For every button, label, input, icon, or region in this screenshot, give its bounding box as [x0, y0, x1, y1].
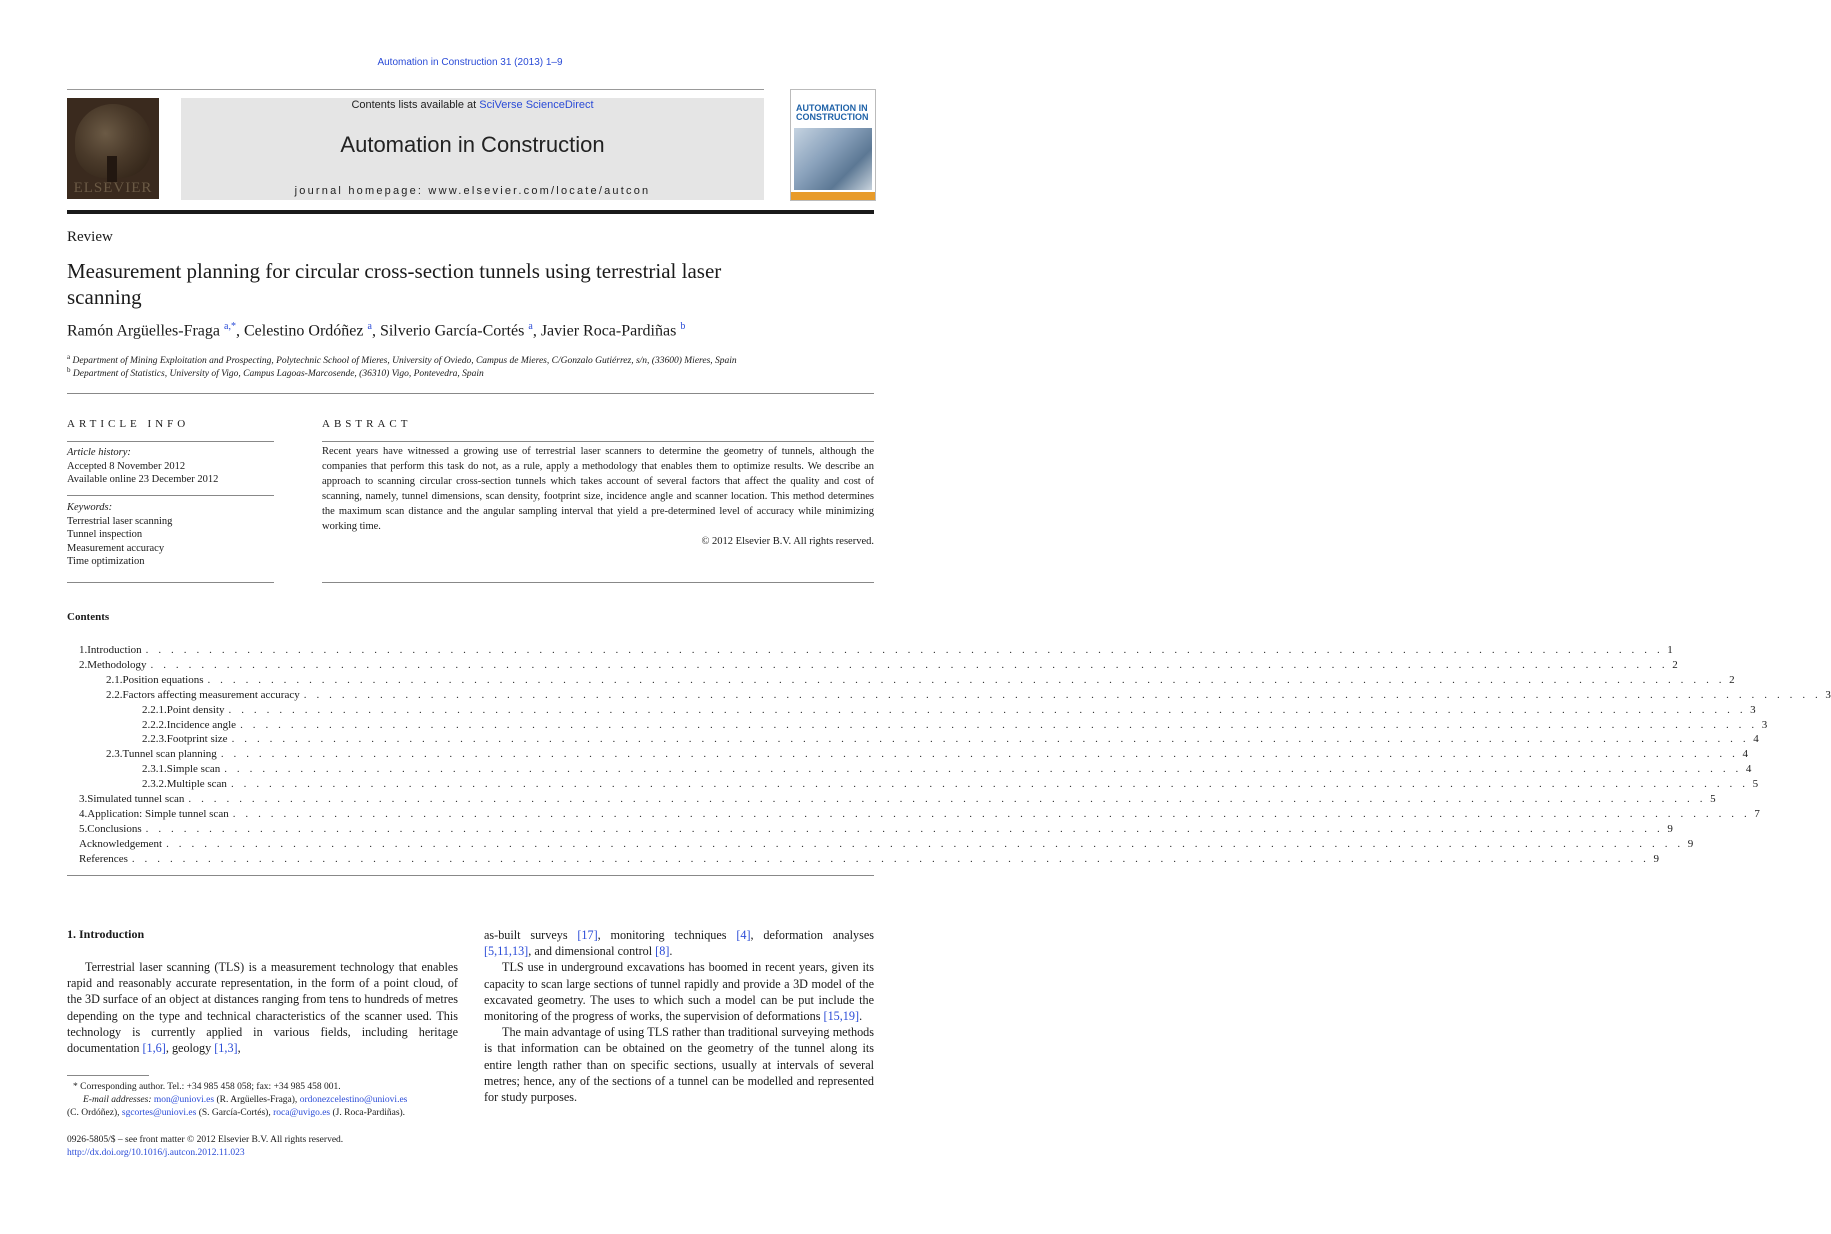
toc-entry-label: Point density — [167, 703, 229, 718]
contents-bottom-rule — [67, 875, 874, 876]
toc-entry-page: 9 — [1667, 822, 1673, 835]
footnote-rule — [67, 1075, 149, 1076]
intro-paragraph-1 — [67, 959, 458, 1056]
email-owner: (S. García-Cortés), — [196, 1108, 274, 1118]
toc-entry-page: 5 — [1710, 793, 1716, 805]
toc-leader-dots: . . . . . . . . . . . . . . . . . . . . . . . . . . . . . . . . . . . . . . . . . . . . . . . . . . . . . . . . . . . . . . . . . . . . . . . . . . . . . . . . . . . . . . . . . . . . . . . . . . . . . . . . . . . . . . . . . . . . . . . . — [207, 673, 1726, 686]
affiliation-b-text: Department of Statistics, University of Vigo, Campus Lagoas-Marcosende, (36310) Vigo, Pontevedra, Spain — [72, 369, 484, 380]
keyword: Tunnel inspection — [67, 529, 143, 540]
keyword: Measurement accuracy — [67, 542, 165, 554]
issn-line: 0926-5805/$ – see front matter © 2012 Elsevier B.V. All rights reserved. — [67, 1135, 344, 1145]
contents-available-prefix: Contents lists available at — [351, 99, 477, 111]
toc-entry-number: 4. — [79, 807, 88, 820]
author-separator: , — [235, 322, 244, 340]
article-history — [67, 446, 218, 487]
email-link[interactable]: mon@uniovi.es — [153, 1095, 215, 1105]
toc-leader-dots: . . . . . . . . . . . . . . . . . . . . . . . . . . . . . . . . . . . . . . . . . . . . . . . . . . . . . . . . . . . . . . . . . . . . . . . . . . . . . . . . . . . . . . . . . . . . . . . . . . . . . . . . . . . . . . . . . . . . . . . . — [240, 718, 1758, 731]
author-3-affiliation[interactable]: a — [528, 321, 533, 332]
toc-entry-number: 2.2. — [106, 688, 123, 701]
toc-entry-page: 2 — [1672, 658, 1678, 671]
cover-stripe — [791, 192, 875, 200]
elsevier-logo-text: ELSEVIER — [73, 180, 153, 196]
affiliation-a — [67, 353, 737, 366]
corresponding-author-footnote — [67, 1081, 458, 1120]
author-1-affiliation[interactable]: a,* — [224, 321, 236, 332]
toc-entry[interactable] — [106, 688, 1831, 703]
contents-available-line — [181, 99, 764, 111]
toc-entry-page: 2 — [1729, 673, 1735, 686]
citation-link[interactable]: [1,6] — [142, 1041, 166, 1056]
abstract-copyright: © 2012 Elsevier B.V. All rights reserved. — [701, 536, 874, 547]
toc-entry-page: 4 — [1745, 763, 1752, 776]
article-history-label: Article history: — [67, 447, 131, 458]
email-line — [67, 1094, 458, 1107]
toc-entry-page: 9 — [1687, 837, 1694, 850]
toc-entry-label: Application: Simple tunnel scan — [87, 807, 232, 822]
text-run: , — [237, 1041, 241, 1056]
cover-image — [794, 128, 872, 190]
author-4-affiliation[interactable]: b — [680, 321, 686, 332]
toc-entry-label: Footprint size — [167, 732, 232, 747]
toc-entry-page: 7 — [1754, 807, 1760, 820]
toc-entry[interactable] — [106, 673, 1735, 688]
intro-paragraph-2 — [484, 959, 874, 1024]
toc-leader-dots: . . . . . . . . . . . . . . . . . . . . . . . . . . . . . . . . . . . . . . . . . . . . . . . . . . . . . . . . . . . . . . . . . . . . . . . . . . . . . . . . . . . . . . . . . . . . . . . . . . . . . . . . . . . . . . . . . . . . . . . . — [145, 822, 1664, 835]
intro-paragraph-3: The main advantage of using TLS rather than traditional surveying methods is that information can be obtained on the geometry of the tunnel along its entire length rather than on specific sections, usually at intervals of several metres; hence, any of the sections of a tunnel can be modelled and represented for study purposes. — [484, 1025, 874, 1105]
toc-entry-label: Tunnel scan planning — [123, 747, 221, 762]
toc-entry-label: References — [79, 852, 132, 867]
toc-entry[interactable] — [142, 762, 1752, 777]
article-info-bottom-rule — [67, 582, 274, 583]
toc-entry-label: Conclusions — [87, 822, 145, 837]
toc-entry[interactable] — [79, 658, 1678, 673]
toc-entry-number: 2.2.2. — [142, 718, 167, 731]
toc-entry-number: 2.3.2. — [142, 778, 167, 791]
cover-title-line1: AUTOMATION IN — [796, 103, 868, 113]
text-run: , deformation analyses — [750, 928, 874, 942]
toc-leader-dots: . . . . . . . . . . . . . . . . . . . . . . . . . . . . . . . . . . . . . . . . . . . . . . . . . . . . . . . . . . . . . . . . . . . . . . . . . . . . . . . . . . . . . . . . . . . . . . . . . . . . . . . . . . . . . . . . . . . . . . . . — [131, 852, 1650, 865]
section-heading-introduction: 1. Introduction — [67, 927, 145, 941]
abstract-heading: ABSTRACT — [322, 418, 412, 430]
toc-entry-page: 5 — [1752, 778, 1759, 791]
citation-link[interactable]: [5,11,13] — [484, 944, 529, 959]
accepted-date: Accepted 8 November 2012 — [67, 460, 186, 472]
cover-title-line2: CONSTRUCTION — [796, 112, 869, 122]
toc-entry[interactable] — [142, 703, 1756, 718]
toc-leader-dots: . . . . . . . . . . . . . . . . . . . . . . . . . . . . . . . . . . . . . . . . . . . . . . . . . . . . . . . . . . . . . . . . . . . . . . . . . . . . . . . . . . . . . . . . . . . . . . . . . . . . . . . . . . . . . . . . . . . . . . . . — [231, 733, 1750, 746]
toc-entry[interactable] — [142, 732, 1759, 747]
article-type: Review — [67, 229, 113, 245]
toc-entry-number: 2.3.1. — [142, 763, 167, 776]
toc-leader-dots: . . . . . . . . . . . . . . . . . . . . . . . . . . . . . . . . . . . . . . . . . . . . . . . . . . . . . . . . . . . . . . . . . . . . . . . . . . . . . . . . . . . . . . . . . . . . . . . . . . . . . . . . . . . . . . . . . . . . . . . . — [150, 658, 1669, 671]
author-1: Ramón Argüelles-Fraga — [67, 322, 221, 340]
toc-entry-number: 2.3. — [106, 748, 123, 761]
toc-entry-label: Incidence angle — [167, 718, 240, 733]
keywords-block — [67, 501, 172, 569]
email-line-2 — [67, 1107, 458, 1120]
toc-entry-page: 3 — [1825, 688, 1831, 701]
available-online-date: Available online 23 December 2012 — [67, 474, 219, 485]
toc-entry-number: 5. — [79, 822, 88, 835]
toc-entry-page: 3 — [1750, 703, 1756, 716]
text-run: , and dimensional control — [528, 944, 656, 959]
contents-heading: Contents — [67, 611, 110, 623]
header-top-rule — [67, 89, 764, 90]
doi-link[interactable]: http://dx.doi.org/10.1016/j.autcon.2012.11.023 — [67, 1148, 245, 1158]
sciencedirect-link[interactable]: SciVerse ScienceDirect — [479, 99, 594, 111]
toc-entry-page: 3 — [1761, 718, 1768, 731]
author-4: Javier Roca-Pardiñas — [540, 322, 677, 340]
text-run: , geology — [165, 1041, 215, 1056]
author-2-affiliation[interactable]: a — [367, 321, 372, 332]
email-link[interactable]: roca@uvigo.es — [273, 1108, 331, 1118]
corresponding-author-line: * Corresponding author. Tel.: +34 985 458 058; fax: +34 985 458 001. — [73, 1082, 341, 1092]
toc-entry-number: 1. — [79, 644, 88, 656]
toc-entry-label: Position equations — [123, 673, 208, 688]
toc-leader-dots: . . . . . . . . . . . . . . . . . . . . . . . . . . . . . . . . . . . . . . . . . . . . . . . . . . . . . . . . . . . . . . . . . . . . . . . . . . . . . . . . . . . . . . . . . . . . . . . . . . . . . . . . . . . . . . . . . . . . . . . . — [224, 763, 1742, 776]
right-column-text — [484, 927, 874, 1105]
text-run: . — [669, 944, 673, 959]
citation-link[interactable]: [15,19] — [823, 1009, 860, 1024]
affiliation-a-text: Department of Mining Exploitation and Prospecting, Polytechnic School of Mieres, University of Oviedo, Campus de Mieres, C/Gonzalo Gutiérrez, s/n, (33600) Mieres, Spain — [72, 356, 737, 367]
toc-entry[interactable] — [79, 837, 1694, 852]
toc-entry[interactable] — [79, 807, 1760, 822]
paper-title: Measurement planning for circular cross-section tunnels using terrestrial laser scanning — [67, 259, 722, 309]
author-2: Celestino Ordóñez — [243, 322, 364, 340]
toc-entry-number: 2.2.1. — [142, 703, 167, 716]
journal-title: Automation in Construction — [340, 132, 605, 157]
toc-leader-dots: . . . . . . . . . . . . . . . . . . . . . . . . . . . . . . . . . . . . . . . . . . . . . . . . . . . . . . . . . . . . . . . . . . . . . . . . . . . . . . . . . . . . . . . . . . . . . . . . . . . . . . . . . . . . . . . . . . . . . . . . — [220, 748, 1739, 761]
toc-leader-dots: . . . . . . . . . . . . . . . . . . . . . . . . . . . . . . . . . . . . . . . . . . . . . . . . . . . . . . . . . . . . . . . . . . . . . . . . . . . . . . . . . . . . . . . . . . . . . . . . . . . . . . . . . . . . . . . . . . . . . . . . — [232, 807, 1751, 820]
tree-trunk-graphic — [107, 156, 117, 182]
affiliation-b — [67, 366, 484, 379]
text-run: as-built surveys — [484, 928, 578, 942]
toc-entry-page: 1 — [1667, 644, 1673, 656]
toc-entry[interactable] — [79, 852, 1660, 867]
toc-entry-label: Multiple scan — [167, 777, 231, 792]
author-3: Silverio García-Cortés — [379, 322, 525, 340]
toc-leader-dots: . . . . . . . . . . . . . . . . . . . . . . . . . . . . . . . . . . . . . . . . . . . . . . . . . . . . . . . . . . . . . . . . . . . . . . . . . . . . . . . . . . . . . . . . . . . . . . . . . . . . . . . . . . . . . . . . . . . . . . . . — [303, 688, 1822, 701]
toc-entry-label: Introduction — [87, 643, 145, 658]
title-block-rule — [67, 393, 874, 394]
toc-leader-dots: . . . . . . . . . . . . . . . . . . . . . . . . . . . . . . . . . . . . . . . . . . . . . . . . . . . . . . . . . . . . . . . . . . . . . . . . . . . . . . . . . . . . . . . . . . . . . . . . . . . . . . . . . . . . . . . . . . . . . . . . — [188, 793, 1707, 805]
abstract-text: Recent years have witnessed a growing use of terrestrial laser scanners to determine the geometry of tunnels, although the companies that perform this task do not, as a rule, apply a methodology that enables them to optimize results. We describe an approach to scanning circular cross-section tunnels which takes account of several factors that affect the quality and cost of scanning, namely, tunnel dimensions, scan density, footprint size, incidence angle and scanner location. This method determines the maximum scan distance and the angular sampling interval that yield a pre-determined level of accuracy while minimizing working time. — [322, 446, 874, 532]
email-owner: (C. Ordóñez), — [67, 1108, 122, 1118]
intro-paragraph-1-continued — [484, 927, 874, 959]
toc-entry-label: Acknowledgement — [79, 837, 166, 852]
citation-link[interactable]: [17] — [577, 928, 598, 942]
toc-entry[interactable] — [106, 747, 1748, 762]
author-separator: , — [532, 322, 541, 340]
toc-leader-dots: . . . . . . . . . . . . . . . . . . . . . . . . . . . . . . . . . . . . . . . . . . . . . . . . . . . . . . . . . . . . . . . . . . . . . . . . . . . . . . . . . . . . . . . . . . . . . . . . . . . . . . . . . . . . . . . . . . . . . . . . — [230, 778, 1749, 791]
toc-entry[interactable] — [79, 822, 1673, 837]
email-label: E-mail addresses: — [83, 1095, 152, 1105]
author-list — [67, 321, 685, 340]
header-thick-rule — [67, 210, 874, 214]
toc-entry-label: Simulated tunnel scan — [87, 792, 188, 807]
toc-entry-label: Factors affecting measurement accuracy — [123, 688, 304, 703]
left-column-text — [67, 959, 458, 1056]
toc-leader-dots: . . . . . . . . . . . . . . . . . . . . . . . . . . . . . . . . . . . . . . . . . . . . . . . . . . . . . . . . . . . . . . . . . . . . . . . . . . . . . . . . . . . . . . . . . . . . . . . . . . . . . . . . . . . . . . . . . . . . . . . . — [228, 703, 1747, 716]
journal-cover-thumbnail — [790, 89, 876, 201]
author-separator: , — [371, 322, 380, 340]
toc-leader-dots: . . . . . . . . . . . . . . . . . . . . . . . . . . . . . . . . . . . . . . . . . . . . . . . . . . . . . . . . . . . . . . . . . . . . . . . . . . . . . . . . . . . . . . . . . . . . . . . . . . . . . . . . . . . . . . . . . . . . . . . . — [166, 837, 1684, 850]
citation-link[interactable]: [8] — [655, 944, 670, 959]
toc-entry-page: 4 — [1742, 748, 1748, 761]
abstract-body — [322, 444, 874, 549]
keywords-rule — [67, 495, 274, 496]
journal-reference[interactable]: Automation in Construction 31 (2013) 1–9 — [377, 57, 563, 68]
toc-entry-page: 9 — [1653, 852, 1660, 865]
email-link[interactable]: ordonezcelestino@uniovi.es — [299, 1095, 408, 1105]
email-link[interactable]: sgcortes@uniovi.es — [121, 1108, 197, 1118]
elsevier-logo — [67, 98, 159, 199]
article-info-rule — [67, 441, 274, 442]
text-run: Terrestrial laser scanning (TLS) is a measurement technology that enables rapid and reasonably accurate representation, in the form of a point cloud, of the 3D surface of an object at distances ranging from tens to hundreds of metres depending on the type and technical characteristics of the scanner used. This technology is currently applied in various fields, including heritage documentation — [67, 960, 458, 1056]
cover-title — [796, 104, 869, 122]
email-owner: (R. Argüelles-Fraga), — [214, 1095, 300, 1105]
toc-entry-number: 2.2.3. — [142, 733, 167, 746]
toc-entry-number: 2. — [79, 658, 88, 671]
keyword: Terrestrial laser scanning — [67, 515, 173, 527]
toc-entry[interactable] — [79, 792, 1716, 807]
journal-homepage[interactable]: journal homepage: www.elsevier.com/locate/autcon — [294, 185, 651, 197]
toc-leader-dots: . . . . . . . . . . . . . . . . . . . . . . . . . . . . . . . . . . . . . . . . . . . . . . . . . . . . . . . . . . . . . . . . . . . . . . . . . . . . . . . . . . . . . . . . . . . . . . . . . . . . . . . . . . . . . . . . . . . . . . . . — [145, 644, 1664, 656]
toc-entry-number: 3. — [79, 793, 88, 805]
keyword: Time optimization — [67, 556, 145, 567]
affiliation-a-marker: a — [67, 353, 71, 361]
text-run: TLS use in underground excavations has boomed in recent years, given its capacity to scan large sections of tunnel rapidly and provide a 3D model of the excavated geometry. The uses to which such a model can be put include the monitoring of the progress of works, the supervision of deformations — [484, 960, 874, 1024]
toc-entry[interactable] — [142, 777, 1759, 792]
keywords-label: Keywords: — [67, 502, 113, 513]
toc-entry[interactable] — [142, 718, 1768, 733]
abstract-bottom-rule — [322, 582, 874, 583]
email-owner: (J. Roca-Pardiñas). — [330, 1108, 406, 1118]
citation-link[interactable]: [4] — [736, 928, 751, 942]
article-info-heading: ARTICLE INFO — [67, 418, 190, 430]
toc-entry-label: Methodology — [87, 658, 150, 673]
toc-entry[interactable] — [79, 643, 1673, 658]
abstract-rule — [322, 441, 874, 442]
text-run: . — [859, 1009, 863, 1024]
affiliation-b-marker: b — [67, 366, 71, 374]
toc-entry-label: Simple scan — [167, 762, 224, 777]
toc-entry-page: 4 — [1753, 733, 1759, 746]
citation-link[interactable]: [1,3] — [214, 1041, 238, 1056]
text-run: , monitoring techniques — [597, 928, 737, 942]
toc-entry-number: 2.1. — [106, 673, 123, 686]
